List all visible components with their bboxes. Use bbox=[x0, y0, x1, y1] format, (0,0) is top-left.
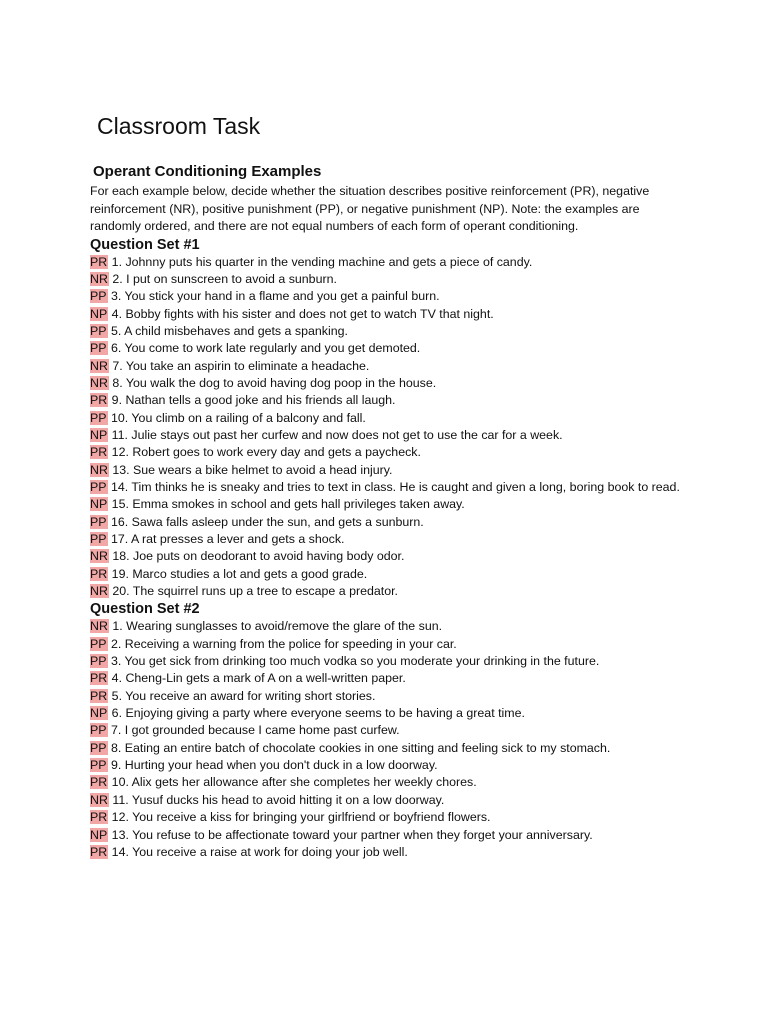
question-text: 8. Eating an entire batch of chocolate cookies in one sitting and feeling sick to my stomach. bbox=[110, 740, 611, 755]
answer-tag: NP bbox=[90, 427, 108, 442]
question-sets bbox=[90, 236, 690, 862]
answer-tag: PP bbox=[90, 654, 107, 669]
document-title: Classroom Task bbox=[97, 113, 261, 139]
answer-tag: PR bbox=[90, 445, 108, 460]
question-text: 18. Joe puts on deodorant to avoid having body odor. bbox=[112, 549, 405, 564]
question-text: 7. I got grounded because I came home past curfew. bbox=[110, 723, 400, 738]
answer-tag: PR bbox=[90, 393, 108, 408]
question-item bbox=[90, 722, 690, 739]
answer-tag: NP bbox=[90, 706, 108, 721]
question-item bbox=[90, 827, 690, 844]
answer-tag: NR bbox=[90, 792, 108, 807]
question-item bbox=[90, 427, 690, 444]
question-item bbox=[90, 340, 690, 357]
question-set-heading: Question Set #2 bbox=[90, 601, 200, 618]
question-item bbox=[90, 375, 690, 392]
question-text: 16. Sawa falls asleep under the sun, and gets a sunburn. bbox=[110, 514, 424, 529]
question-text: 12. You receive a kiss for bringing your girlfriend or boyfriend flowers. bbox=[111, 810, 491, 825]
question-item bbox=[90, 462, 690, 479]
question-text: 11. Julie stays out past her curfew and now does not get to use the car for a week. bbox=[111, 427, 563, 442]
instructions-paragraph: For each example below, decide whether the situation describes positive reinforcement (PR), negative reinforcement (NR), positive punishment (PP), or negative punishment (NP). Note: the examples are randomly ordered, and there are not equal numbers of each form of operant conditioning. bbox=[90, 184, 650, 233]
answer-tag: PR bbox=[90, 671, 108, 686]
answer-tag: PR bbox=[90, 566, 108, 581]
answer-tag: PP bbox=[90, 341, 107, 356]
question-text: 6. Enjoying giving a party where everyone seems to be having a great time. bbox=[111, 706, 525, 721]
question-item bbox=[90, 392, 690, 409]
question-item bbox=[90, 444, 690, 461]
question-item bbox=[90, 618, 690, 635]
question-text: 12. Robert goes to work every day and gets a paycheck. bbox=[111, 445, 421, 460]
question-text: 6. You come to work late regularly and you get demoted. bbox=[110, 341, 421, 356]
question-set-heading: Question Set #1 bbox=[90, 236, 200, 253]
answer-tag: PP bbox=[90, 514, 107, 529]
question-text: 9. Nathan tells a good joke and his friends all laugh. bbox=[111, 393, 396, 408]
answer-tag: NR bbox=[90, 584, 108, 599]
answer-tag: PP bbox=[90, 410, 107, 425]
question-text: 5. You receive an award for writing short stories. bbox=[111, 688, 376, 703]
answer-tag: NR bbox=[90, 619, 108, 634]
question-item bbox=[90, 705, 690, 722]
section-subtitle: Operant Conditioning Examples bbox=[93, 163, 322, 180]
question-item bbox=[90, 496, 690, 513]
answer-tag: PP bbox=[90, 740, 107, 755]
question-text: 20. The squirrel runs up a tree to escape a predator. bbox=[112, 584, 398, 599]
question-item bbox=[90, 288, 690, 305]
answer-tag: PP bbox=[90, 289, 107, 304]
question-item bbox=[90, 271, 690, 288]
question-list bbox=[90, 618, 690, 861]
question-text: 11. Yusuf ducks his head to avoid hitting it on a low doorway. bbox=[112, 792, 445, 807]
question-item bbox=[90, 306, 690, 323]
answer-tag: NR bbox=[90, 549, 108, 564]
question-text: 9. Hurting your head when you don't duck in a low doorway. bbox=[110, 758, 438, 773]
answer-tag: NP bbox=[90, 497, 108, 512]
answer-tag: NR bbox=[90, 271, 108, 286]
question-text: 3. You stick your hand in a flame and you get a painful burn. bbox=[110, 289, 440, 304]
answer-tag: PP bbox=[90, 758, 107, 773]
question-item bbox=[90, 688, 690, 705]
answer-tag: PR bbox=[90, 775, 108, 790]
question-item bbox=[90, 323, 690, 340]
question-item bbox=[90, 514, 690, 531]
question-item bbox=[90, 410, 690, 427]
question-text: 4. Cheng-Lin gets a mark of A on a well-written paper. bbox=[111, 671, 406, 686]
question-set bbox=[90, 236, 690, 601]
answer-tag: PP bbox=[90, 532, 107, 546]
question-text: 2. Receiving a warning from the police for speeding in your car. bbox=[110, 636, 457, 651]
answer-tag: PP bbox=[90, 723, 107, 738]
question-text: 13. Sue wears a bike helmet to avoid a head injury. bbox=[112, 462, 393, 477]
answer-tag: NR bbox=[90, 358, 108, 373]
question-item bbox=[90, 774, 690, 791]
answer-tag: NR bbox=[90, 462, 108, 477]
question-text: 4. Bobby fights with his sister and does not get to watch TV that night. bbox=[111, 306, 494, 321]
question-item bbox=[90, 479, 690, 496]
question-list bbox=[90, 254, 690, 601]
question-text: 14. Tim thinks he is sneaky and tries to text in class. He is caught and given a long, boring book to read. bbox=[110, 479, 680, 494]
answer-tag: PR bbox=[90, 844, 108, 859]
question-item bbox=[90, 583, 690, 600]
question-item bbox=[90, 254, 690, 271]
question-text: 8. You walk the dog to avoid having dog poop in the house. bbox=[112, 375, 437, 390]
answer-tag: PP bbox=[90, 636, 107, 651]
question-item bbox=[90, 566, 690, 583]
question-item bbox=[90, 653, 690, 670]
question-text: 1. Johnny puts his quarter in the vending machine and gets a piece of candy. bbox=[111, 254, 533, 269]
question-item bbox=[90, 358, 690, 375]
answer-tag: NP bbox=[90, 306, 108, 321]
question-item bbox=[90, 548, 690, 565]
question-text: 17. A rat presses a lever and gets a shock. bbox=[110, 532, 345, 546]
question-text: 10. You climb on a railing of a balcony and fall. bbox=[110, 410, 366, 425]
question-item bbox=[90, 844, 690, 861]
question-text: 3. You get sick from drinking too much vodka so you moderate your drinking in the future. bbox=[110, 654, 600, 669]
question-text: 1. Wearing sunglasses to avoid/remove the glare of the sun. bbox=[112, 619, 443, 634]
answer-tag: PR bbox=[90, 254, 108, 269]
question-item bbox=[90, 670, 690, 687]
answer-tag: NR bbox=[90, 375, 108, 390]
answer-tag: PR bbox=[90, 810, 108, 825]
question-item bbox=[90, 636, 690, 653]
question-text: 2. I put on sunscreen to avoid a sunburn. bbox=[112, 271, 337, 286]
question-item bbox=[90, 740, 690, 757]
question-text: 19. Marco studies a lot and gets a good grade. bbox=[111, 566, 368, 581]
answer-tag: PP bbox=[90, 479, 107, 494]
question-text: 15. Emma smokes in school and gets hall privileges taken away. bbox=[111, 497, 465, 512]
question-text: 7. You take an aspirin to eliminate a headache. bbox=[112, 358, 370, 373]
answer-tag: PR bbox=[90, 688, 108, 703]
question-set bbox=[90, 600, 690, 861]
question-text: 13. You refuse to be affectionate toward your partner when they forget your anniversary. bbox=[111, 827, 593, 842]
answer-tag: NP bbox=[90, 827, 108, 842]
answer-tag: PP bbox=[90, 323, 107, 338]
question-text: 14. You receive a raise at work for doing your job well. bbox=[111, 844, 408, 859]
question-text: 5. A child misbehaves and gets a spanking. bbox=[110, 323, 348, 338]
question-text: 10. Alix gets her allowance after she completes her weekly chores. bbox=[111, 775, 477, 790]
question-item bbox=[90, 757, 690, 774]
question-item bbox=[90, 792, 690, 809]
question-item bbox=[90, 809, 690, 826]
document-body bbox=[90, 162, 690, 861]
question-item bbox=[90, 531, 690, 548]
